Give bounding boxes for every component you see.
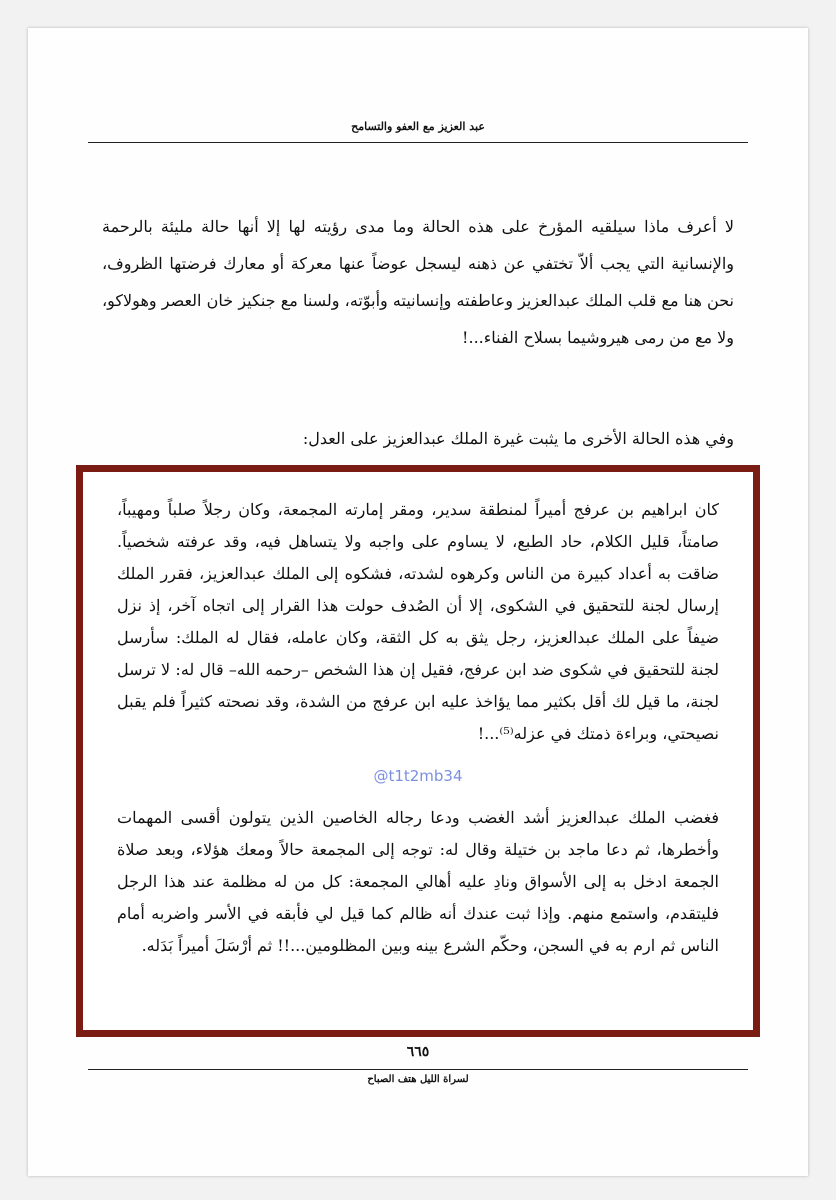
body-paragraph-1: لا أعرف ماذا سيلقيه المؤرخ على هذه الحالة وما مدى رؤيته لها إلا أنها حالة مليئة بالرحمة والإنسانية التي يجب ألاّ تختفي عن ذهنه ليسجل عوضاً عنها معركة أو معارك فرضتها الظروف، نحن هنا مع قلب الملك عبدالعزيز وعاطفته وإنسانيته وأبوّته، ولسنا مع جنكيز خان العصر وهولاكو، ولا مع من رمى هيروشيما بسلاح الفناء...!: [102, 217, 734, 347]
book-page: [28, 28, 808, 1176]
running-header: عبد العزيز مع العفو والتسامح: [351, 120, 485, 133]
page-number: ٦٦٥: [406, 1044, 430, 1060]
footer-rule: [88, 1069, 748, 1070]
running-footer: لسراة الليل هتف الصباح: [367, 1074, 469, 1085]
quote-paragraph-1: كان ابراهيم بن عرفج أميراً لمنطقة سدير، ومقر إمارته المجمعة، وكان رجلاً صلباً ومهيباً، صامتاً، قليل الكلام، حاد الطبع، لا يساوم على واجبه ولا يتساهل فيه، وقد عرفته شخصياً. ضاقت به أعداد كبيرة من الناس وكرهوه لشدته، فشكوه إلى الملك عبدالعزيز، فقرر الملك إرسال لجنة للتحقيق في الشكوى، إلا أن الصُدف حولت هذا القرار إلى اتجاه آخر، إذ نزل ضيفاً على الملك عبدالعزيز، رجل يثق به كل الثقة، وكان عامله، فقال له الملك: سأرسل لجنة للتحقيق في شكوى ضد ابن عرفج، فقيل إن هذا الشخص –رحمه الله– قال له: لا ترسل لجنة، ما قيل لك أقل بكثير مما يؤاخذ عليه ابن عرفج من الشدة، وقد نصحته كثيراً فلم يقبل نصيحتي، وبراءة ذمتك في عزله⁽⁵⁾...!: [117, 500, 720, 743]
quote-paragraph-2: فغضب الملك عبدالعزيز أشد الغضب ودعا رجاله الخاصين الذين يتولون أقسى المهمات وأخطرها، ثم دعا ماجد بن ختيلة وقال له: توجه إلى المجمعة حالاً ومعك هؤلاء، وبعد صلاة الجمعة ادخل به إلى الأسواق ونادِ عليه أهالي المجمعة: كل من له مظلمة عند هذا الرجل فليتقدم، واستمع منهم. وإذا ثبت عندك أنه ظالم كما قيل لي فأبقه في الأسر واضربه أمام الناس ثم ارم به في السجن، وحكّم الشرع بينه وبين المظلومين...!! ثم أرْسَلَ أميراً بَدَله.: [117, 808, 719, 955]
watermark-handle: @t1t2mb34: [373, 767, 463, 785]
quoted-passage-box: [76, 465, 760, 1037]
body-paragraph-2: وفي هذه الحالة الأخرى ما يثبت غيرة الملك عبدالعزيز على العدل:: [302, 429, 734, 448]
header-rule: [88, 142, 748, 143]
